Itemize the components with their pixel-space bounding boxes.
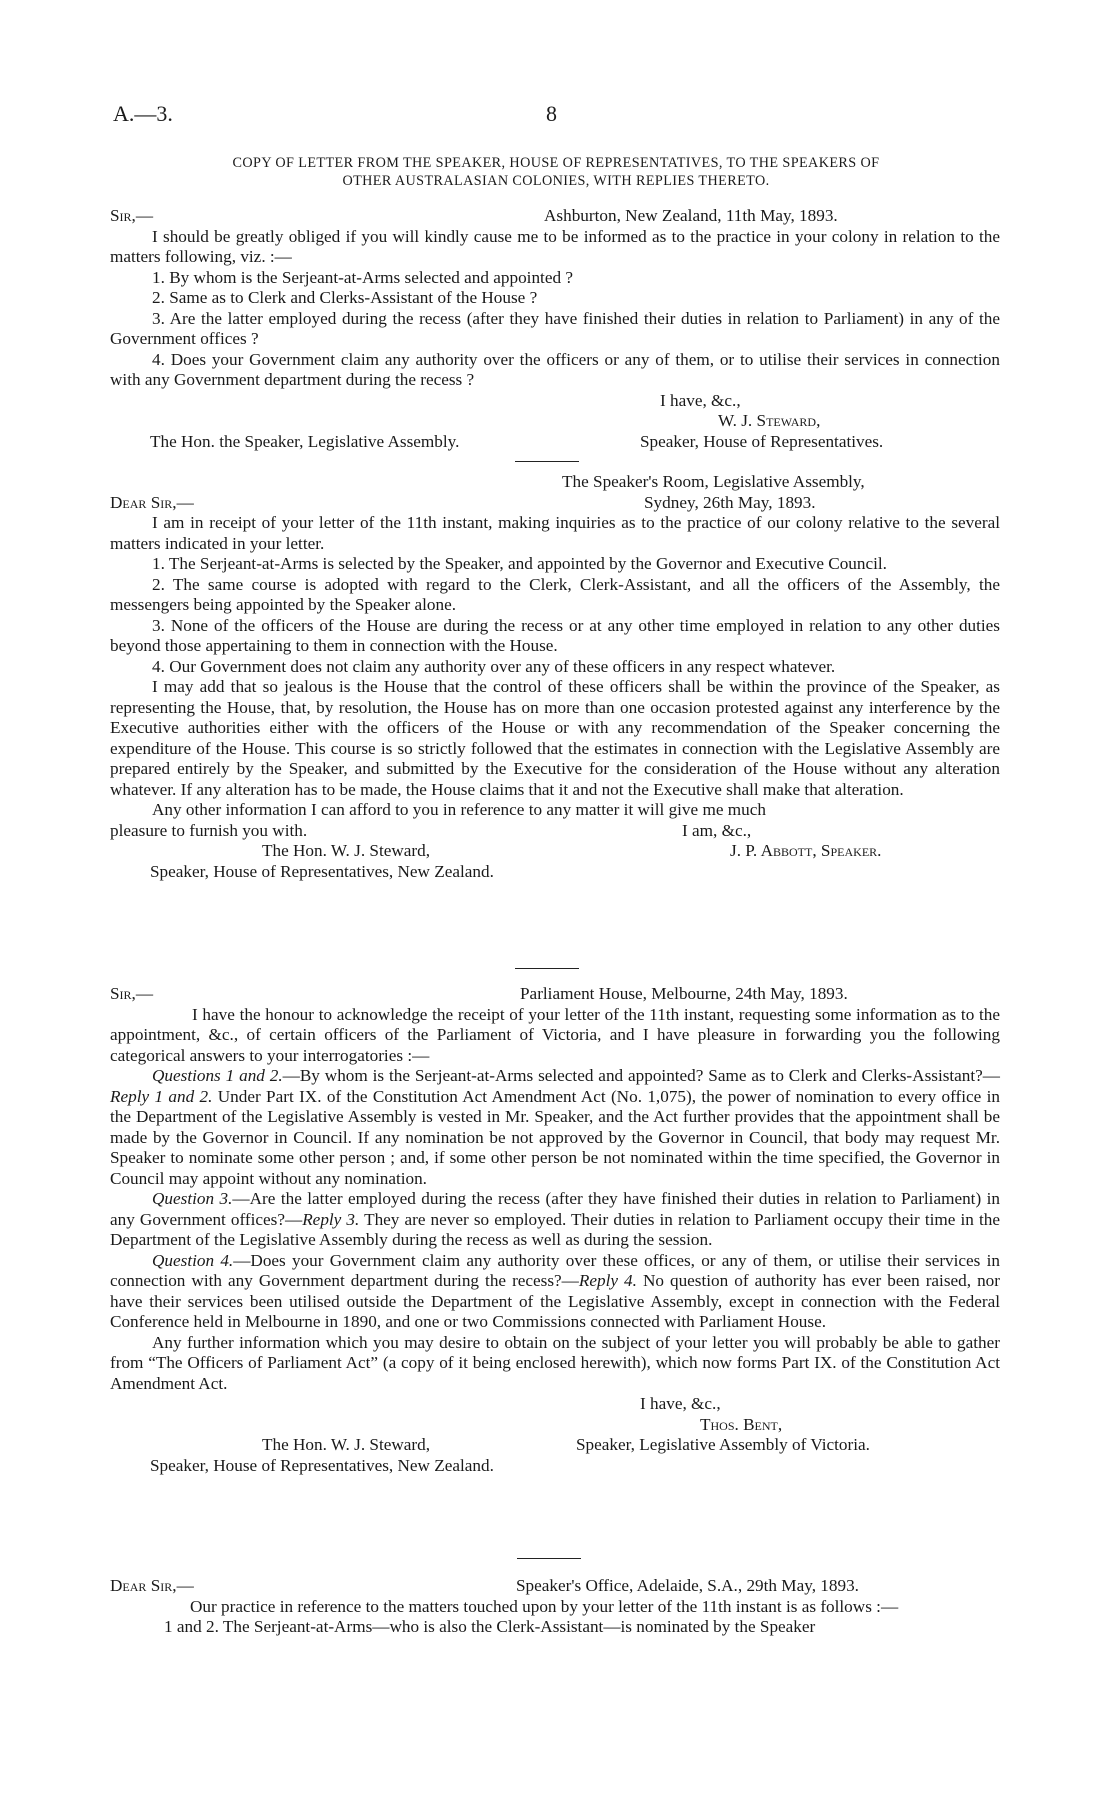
addressee: The Hon. W. J. Steward,: [262, 841, 431, 860]
letter-ashburton: [110, 206, 1000, 452]
question-reply-4: [110, 1251, 1000, 1333]
signer-title: Speaker, Legislative Assembly of Victoria.: [576, 1435, 870, 1454]
salutation: Dear Sir,—: [110, 492, 194, 512]
closing: I am, &c.,: [682, 820, 752, 840]
addressee-title: Speaker, House of Representatives, New Zealand.: [150, 1455, 494, 1475]
closing: I have, &c.,: [640, 1394, 721, 1413]
reply-label: Reply 4.: [578, 1271, 637, 1290]
reply-text: Under Part IX. of the Constitution Act Amendment Act (No. 1,075), the power of nomination to every office in the Department of the Legislative Assembly is vested in Mr. Speaker, and the Act further provides that the appointment shall be made by the Governor in Council. If any nomination be not approved by the Governor in Council, that body may request Mr. Speaker to nominate some other person ; and, if some other person be not nominated within the time specified, the Governor in Council may appoint without any nomination.: [110, 1086, 1000, 1188]
question-item: 1. By whom is the Serjeant-at-Arms selected and appointed ?: [152, 267, 573, 287]
closing: I have, &c.,: [660, 390, 741, 410]
question-item: 4. Does your Government claim any authority over the officers or any of them, or to utilise their services in connection with any Government department during the recess ?: [110, 349, 1000, 389]
letter-paragraph: I may add that so jealous is the House that the control of these officers shall be within the province of the Speaker, as representing the House, that, by resolution, the House has on more than one occasion protested against any interference by the Executive authorities either with the officers of the House or with any recommendation of the Speaker concerning the expenditure of the House. This course is so strictly followed that the estimates in connection with the Legislative Assembly are prepared entirely by the Speaker, and submitted by the Executive for the consideration of the House without any alteration whatever. If any alteration has to be made, the House claims that it and not the Executive shall make that alteration.: [110, 677, 1000, 799]
document-title: [110, 154, 1002, 190]
reply-label: Reply 1 and 2.: [110, 1086, 213, 1106]
page-number: 8: [546, 101, 557, 126]
question-text: —Are the latter employed during the recess (after they have finished their duties in relation to Parliament) in any Government offices?—: [110, 1189, 1001, 1229]
title-line-2: OTHER AUSTRALASIAN COLONIES, WITH REPLIES THERETO.: [342, 173, 770, 189]
addressee-title: Speaker, House of Representatives, New Zealand.: [150, 861, 494, 881]
place-date: Sydney, 26th May, 1893.: [644, 492, 816, 512]
question-label: Questions 1 and 2.: [152, 1066, 283, 1085]
signer-name: W. J. Steward,: [718, 411, 821, 430]
question-label: Question 4.: [152, 1250, 234, 1270]
addressee: The Hon. the Speaker, Legislative Assembly.: [150, 431, 460, 451]
question-reply-3: [110, 1189, 1000, 1251]
reply-text: They are never so employed. Their duties in relation to Parliament occupy their time in the Department of the Legislative Assembly during the recess as well as during the session.: [110, 1209, 1000, 1249]
letter-adelaide: [110, 1576, 1000, 1638]
signer-title: Speaker, House of Representatives.: [640, 431, 884, 451]
final-line: Any other information I can afford to you in reference to any matter it will give me much: [152, 800, 766, 819]
final-line: pleasure to furnish you with.: [110, 820, 308, 840]
question-text: —By whom is the Serjeant-at-Arms selected and appointed? Same as to Clerk and Clerks-Assistant?—: [282, 1066, 1000, 1085]
place-line: The Speaker's Room, Legislative Assembly,: [562, 472, 865, 491]
letter-intro: I have the honour to acknowledge the receipt of your letter of the 11th instant, requesting some information as to the appointment, &c., of certain officers of the Parliament of Victoria, and I have pleasure in forwarding you the following categorical answers to your interrogatories :—: [110, 1004, 1000, 1065]
letter-body: I should be greatly obliged if you will kindly cause me to be informed as to the practice in your colony in relation to the matters following, viz. :—: [110, 226, 1000, 266]
answer-item: 3. None of the officers of the House are during the recess or at any other time employed in relation to any other duties beyond those appertaining to them in connection with the House.: [110, 615, 1000, 655]
question-item: 3. Are the latter employed during the recess (after they have finished their duties in relation to Parliament) in any of the Government offices ?: [110, 308, 1000, 348]
letter-melbourne: [110, 984, 1000, 1476]
addressee: The Hon. W. J. Steward,: [262, 1435, 431, 1454]
page-reference: A.—3.: [113, 101, 173, 126]
place-date: Parliament House, Melbourne, 24th May, 1893.: [520, 984, 848, 1003]
letter-intro: Our practice in reference to the matters touched upon by your letter of the 11th instant is as follows :—: [190, 1596, 899, 1616]
reply-text: No question of authority has ever been raised, nor have their services been utilised outside the Department of the Legislative Assembly, except in connection with the Federal Conference held in Melbourne in 1890, and one or two Commissions connected with Parliament House.: [110, 1271, 1000, 1331]
letter-sydney: [110, 472, 1000, 882]
question-label: Question 3.: [152, 1189, 233, 1208]
section-divider: [515, 968, 579, 969]
question-item: 2. Same as to Clerk and Clerks-Assistant of the House ?: [152, 288, 538, 307]
salutation: Dear Sir,—: [110, 1576, 194, 1595]
further-info: Any further information which you may desire to obtain on the subject of your letter you will probably be able to gather from “The Officers of Parliament Act” (a copy of it being enclosed herewith), which now forms Part IX. of the Constitution Act Amendment Act.: [110, 1332, 1000, 1393]
reply-label: Reply 3.: [302, 1209, 360, 1229]
question-text: —Does your Government claim any authority over these offices, or any of them, or utilise their services in connection with any Government department during the recess?—: [110, 1250, 1000, 1290]
title-line-1: COPY OF LETTER FROM THE SPEAKER, HOUSE OF REPRESENTATIVES, TO THE SPEAKERS OF: [232, 155, 880, 171]
salutation: Sir,—: [110, 206, 154, 225]
signer-name: Thos. Bent,: [700, 1414, 783, 1434]
answer-item: 2. The same course is adopted with regard to the Clerk, Clerk-Assistant, and all the officers of the Assembly, the messengers being appointed by the Speaker alone.: [110, 574, 1000, 614]
letter-paragraph: I am in receipt of your letter of the 11th instant, making inquiries as to the practice of our colony relative to the several matters indicated in your letter.: [110, 513, 1000, 553]
section-divider: [517, 1558, 581, 1559]
question-reply-1-2: [110, 1066, 1000, 1189]
answer-item: 1. The Serjeant-at-Arms is selected by the Speaker, and appointed by the Governor and Executive Council.: [152, 554, 887, 573]
section-divider: [515, 461, 579, 462]
place-date: Ashburton, New Zealand, 11th May, 1893.: [544, 206, 838, 225]
answer-item: 1 and 2. The Serjeant-at-Arms—who is also the Clerk-Assistant—is nominated by the Speaker: [164, 1617, 816, 1636]
answer-item: 4. Our Government does not claim any authority over any of these officers in any respect whatever.: [152, 656, 836, 676]
place-date: Speaker's Office, Adelaide, S.A., 29th May, 1893.: [516, 1576, 859, 1595]
salutation: Sir,—: [110, 984, 154, 1003]
signer-name: J. P. Abbott, Speaker.: [730, 841, 882, 860]
